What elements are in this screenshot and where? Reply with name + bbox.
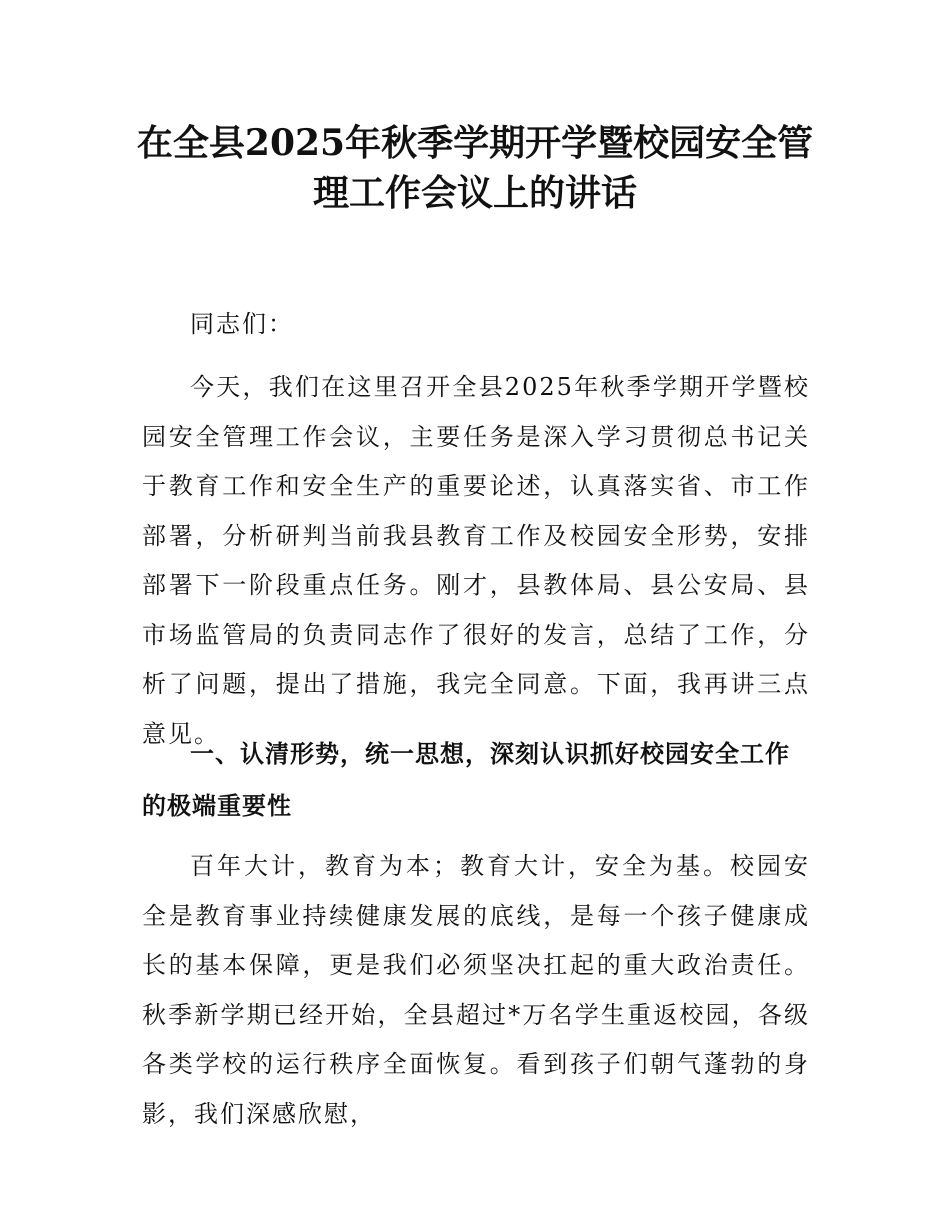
paragraph-intro: 今天，我们在这里召开全县2025年秋季学期开学暨校园安全管理工作会议，主要任务是深入学习贯彻总书记关于教育工作和安全生产的重要论述，认真落实省、市工作部署，分析研判当前我县教育工作及校园安全形势，安排部署下一阶段重点任务。刚才，县教体局、县公安局、县市场监管局的负责同志作了很好的发言，总结了工作，分析了问题，提出了措施，我完全同意。下面，我再讲三点意见。 [142,373,810,748]
section-heading-1: 一、认清形势，统一思想，深刻认识抓好校园安全工作的极端重要性 [142,740,790,820]
document-title: 在全县2025年秋季学期开学暨校园安全管理工作会议上的讲话 [136,122,814,214]
greeting: 同志们： [190,310,294,338]
paragraph-section-1: 百年大计，教育为本；教育大计，安全为基。校园安全是教育事业持续健康发展的底线，是每一个孩子健康成长的基本保障，更是我们必须坚决扛起的重大政治责任。秋季新学期已经开始，全县超过*万名学生重返校园，各级各类学校的运行秩序全面恢复。看到孩子们朝气蓬勃的身影，我们深感欣慰， [142,852,810,1128]
